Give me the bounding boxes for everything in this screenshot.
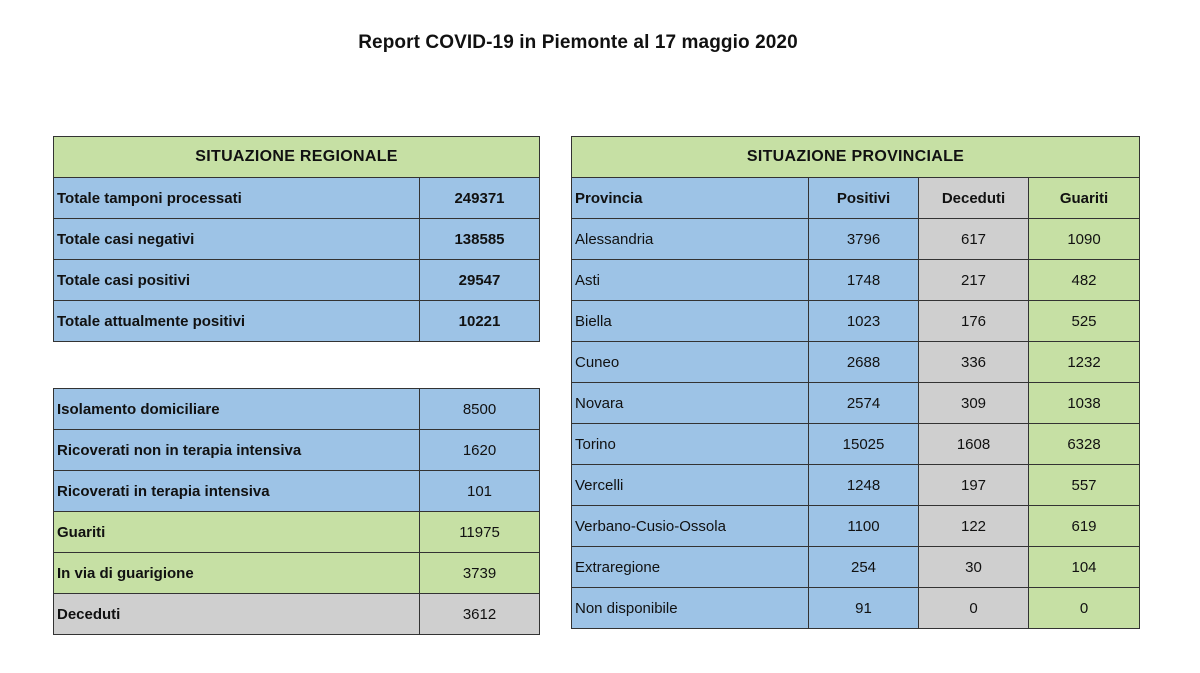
- row-label: Totale casi positivi: [54, 260, 420, 301]
- cell-provincia: Non disponibile: [572, 588, 809, 629]
- cell-deceduti: 309: [919, 383, 1029, 424]
- row-label: Totale casi negativi: [54, 219, 420, 260]
- table-row: [572, 383, 1140, 424]
- cell-deceduti: 30: [919, 547, 1029, 588]
- row-value: 1620: [420, 430, 540, 471]
- cell-deceduti: 0: [919, 588, 1029, 629]
- row-value: 249371: [420, 178, 540, 219]
- row-value: 29547: [420, 260, 540, 301]
- cell-deceduti: 336: [919, 342, 1029, 383]
- cell-positivi: 2574: [809, 383, 919, 424]
- cell-positivi: 254: [809, 547, 919, 588]
- table-row: [54, 594, 540, 635]
- table-row: [572, 342, 1140, 383]
- cell-provincia: Verbano-Cusio-Ossola: [572, 506, 809, 547]
- cell-positivi: 91: [809, 588, 919, 629]
- column-header-provincia: Provincia: [572, 178, 809, 219]
- table-row: [54, 389, 540, 430]
- cell-guariti: 1038: [1029, 383, 1140, 424]
- cell-provincia: Asti: [572, 260, 809, 301]
- cell-deceduti: 1608: [919, 424, 1029, 465]
- regional-header: SITUAZIONE REGIONALE: [54, 137, 540, 178]
- cell-deceduti: 122: [919, 506, 1029, 547]
- table-row: [572, 588, 1140, 629]
- cell-positivi: 1248: [809, 465, 919, 506]
- column-header-row: [572, 178, 1140, 219]
- cell-deceduti: 217: [919, 260, 1029, 301]
- column-header-positivi: Positivi: [809, 178, 919, 219]
- provincial-header-row: [572, 137, 1140, 178]
- cell-positivi: 15025: [809, 424, 919, 465]
- table-row: [54, 430, 540, 471]
- row-value: 10221: [420, 301, 540, 342]
- cell-positivi: 1748: [809, 260, 919, 301]
- table-row: [54, 512, 540, 553]
- row-value: 8500: [420, 389, 540, 430]
- cell-provincia: Biella: [572, 301, 809, 342]
- row-label: Totale attualmente positivi: [54, 301, 420, 342]
- row-label: Guariti: [54, 512, 420, 553]
- cell-guariti: 619: [1029, 506, 1140, 547]
- cell-positivi: 1100: [809, 506, 919, 547]
- cell-provincia: Cuneo: [572, 342, 809, 383]
- row-label: Isolamento domiciliare: [54, 389, 420, 430]
- row-label: Ricoverati non in terapia intensiva: [54, 430, 420, 471]
- row-label: In via di guarigione: [54, 553, 420, 594]
- table-row: [572, 219, 1140, 260]
- regional-summary-table: [53, 136, 540, 342]
- cell-guariti: 1090: [1029, 219, 1140, 260]
- table-row: [572, 506, 1140, 547]
- table-row: [572, 424, 1140, 465]
- table-row: [54, 219, 540, 260]
- cell-deceduti: 617: [919, 219, 1029, 260]
- row-value: 3612: [420, 594, 540, 635]
- row-value: 3739: [420, 553, 540, 594]
- report-title: Report COVID-19 in Piemonte al 17 maggio 2020: [358, 32, 798, 53]
- cell-guariti: 557: [1029, 465, 1140, 506]
- table-row: [54, 301, 540, 342]
- table-row: [54, 178, 540, 219]
- cell-provincia: Novara: [572, 383, 809, 424]
- table-row: [572, 547, 1140, 588]
- cell-provincia: Torino: [572, 424, 809, 465]
- regional-header-row: [54, 137, 540, 178]
- provincial-table: [571, 136, 1140, 629]
- cell-guariti: 525: [1029, 301, 1140, 342]
- row-value: 138585: [420, 219, 540, 260]
- row-label: Ricoverati in terapia intensiva: [54, 471, 420, 512]
- provincial-header: SITUAZIONE PROVINCIALE: [572, 137, 1140, 178]
- cell-positivi: 2688: [809, 342, 919, 383]
- cell-positivi: 3796: [809, 219, 919, 260]
- cell-positivi: 1023: [809, 301, 919, 342]
- row-label: Totale tamponi processati: [54, 178, 420, 219]
- table-row: [572, 301, 1140, 342]
- cell-deceduti: 197: [919, 465, 1029, 506]
- cell-guariti: 0: [1029, 588, 1140, 629]
- cell-guariti: 6328: [1029, 424, 1140, 465]
- column-header-deceduti: Deceduti: [919, 178, 1029, 219]
- cell-guariti: 482: [1029, 260, 1140, 301]
- row-value: 11975: [420, 512, 540, 553]
- table-row: [54, 260, 540, 301]
- cell-provincia: Extraregione: [572, 547, 809, 588]
- regional-detail-table: [53, 388, 540, 635]
- row-label: Deceduti: [54, 594, 420, 635]
- cell-provincia: Alessandria: [572, 219, 809, 260]
- table-row: [572, 465, 1140, 506]
- cell-provincia: Vercelli: [572, 465, 809, 506]
- table-row: [54, 471, 540, 512]
- cell-guariti: 104: [1029, 547, 1140, 588]
- row-value: 101: [420, 471, 540, 512]
- column-header-guariti: Guariti: [1029, 178, 1140, 219]
- table-row: [572, 260, 1140, 301]
- table-row: [54, 553, 540, 594]
- cell-deceduti: 176: [919, 301, 1029, 342]
- cell-guariti: 1232: [1029, 342, 1140, 383]
